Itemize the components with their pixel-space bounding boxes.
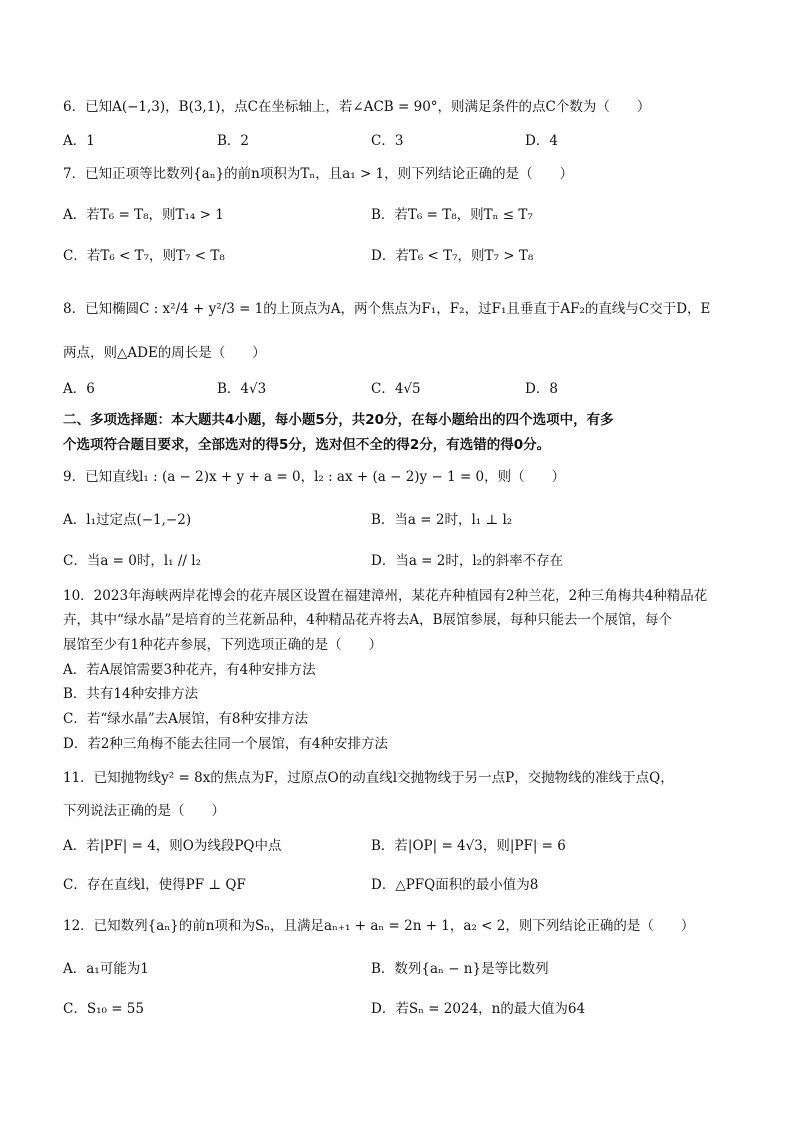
q10-option-b: B．共有14种安排方法	[63, 686, 199, 702]
q11-option-a: A．若|PF| = 4，则O为线段PQ中点	[63, 838, 282, 854]
q10-option-d: D．若2种三角梅不能去往同一个展馆，有4种安排方法	[63, 736, 389, 752]
q11-option-c: C．存在直线l，使得PF ⊥ QF	[63, 877, 246, 893]
q12-option-b: B．数列{aₙ − n}是等比数列	[371, 961, 549, 977]
q11-stem-line2: 下列说法正确的是（ ）	[63, 803, 225, 819]
q12-stem: 12．已知数列{aₙ}的前n项和为Sₙ，且满足aₙ₊₁ + aₙ = 2n + 1，a₂ < 2，则下列结论正确的是（ ）	[63, 918, 695, 934]
q8-option-c: C．4√5	[371, 381, 421, 397]
q12-option-a: A．a₁可能为1	[63, 961, 149, 977]
q6-option-b: B．2	[217, 133, 250, 149]
q8-option-a: A．6	[63, 381, 95, 397]
q6-option-a: A．1	[63, 133, 95, 149]
q6-option-d: D．4	[525, 133, 558, 149]
q6-stem: 6．已知A(−1,3)，B(3,1)，点C在坐标轴上，若∠ACB = 90°，则满足条件的点C个数为（ ）	[63, 99, 651, 115]
q10-stem-line1: 10．2023年海峡两岸花博会的花卉展区设置在福建漳州，某花卉种植园有2种兰花，2种三角梅共4种精品花	[63, 588, 708, 604]
q7-option-c: C．若T₆ < T₇，则T₇ < T₈	[63, 248, 225, 264]
q8-option-d: D．8	[525, 381, 558, 397]
section-header-line2: 个选项符合题目要求，全部选对的得5分，选对但不全的得2分，有选错的得0分。	[63, 437, 551, 453]
q7-option-a: A．若T₆ = T₈，则T₁₄ > 1	[63, 207, 224, 223]
q8-stem-line1: 8．已知椭圆C : x²/4 + y²/3 = 1的上顶点为A，两个焦点为F₁，F₂，过F₁且垂直于AF₂的直线与C交于D，E	[63, 301, 711, 317]
q11-stem-line1: 11．已知抛物线y² = 8x的焦点为F，过原点O的动直线l交抛物线于另一点P，交抛物线的准线于点Q，	[63, 770, 674, 786]
q10-stem-line3: 展馆至少有1种花卉参展，下列选项正确的是（ ）	[63, 637, 383, 653]
q9-option-a: A．l₁过定点(−1,−2)	[63, 512, 192, 528]
q8-option-b: B．4√3	[217, 381, 267, 397]
q7-option-b: B．若T₆ = T₈，则Tₙ ≤ T₇	[371, 207, 533, 223]
q9-option-b: B．当a = 2时，l₁ ⊥ l₂	[371, 512, 513, 528]
q6-option-c: C．3	[371, 133, 404, 149]
q12-option-d: D．若Sₙ = 2024，n的最大值为64	[371, 1001, 586, 1017]
q12-option-c: C．S₁₀ = 55	[63, 1001, 144, 1017]
q9-option-d: D．当a = 2时，l₂的斜率不存在	[371, 553, 564, 569]
q7-option-d: D．若T₆ < T₇，则T₇ > T₈	[371, 248, 534, 264]
q11-option-d: D．△PFQ面积的最小值为8	[371, 877, 539, 893]
q10-option-c: C．若“绿水晶”去A展馆，有8种安排方法	[63, 711, 308, 727]
q9-option-c: C．当a = 0时，l₁ // l₂	[63, 553, 201, 569]
q10-option-a: A．若A展馆需要3种花卉，有4种安排方法	[63, 662, 316, 678]
q10-stem-line2: 卉，其中“绿水晶”是培育的兰花新品种，4种精品花卉将去A，B展馆参展，每种只能去一个展馆，每个	[63, 612, 673, 628]
q11-option-b: B．若|OP| = 4√3，则|PF| = 6	[371, 838, 566, 854]
q7-stem: 7．已知正项等比数列{aₙ}的前n项积为Tₙ，且a₁ > 1，则下列结论正确的是（ ）	[63, 166, 574, 182]
q8-stem-line2: 两点，则△ADE的周长是（ ）	[63, 345, 266, 361]
q9-stem: 9．已知直线l₁ : (a − 2)x + y + a = 0，l₂ : ax + (a − 2)y − 1 = 0，则（ ）	[63, 469, 566, 485]
section-header-line1: 二、多项选择题：本大题共4小题，每小题5分，共20分，在每小题给出的四个选项中，有多	[63, 412, 614, 428]
